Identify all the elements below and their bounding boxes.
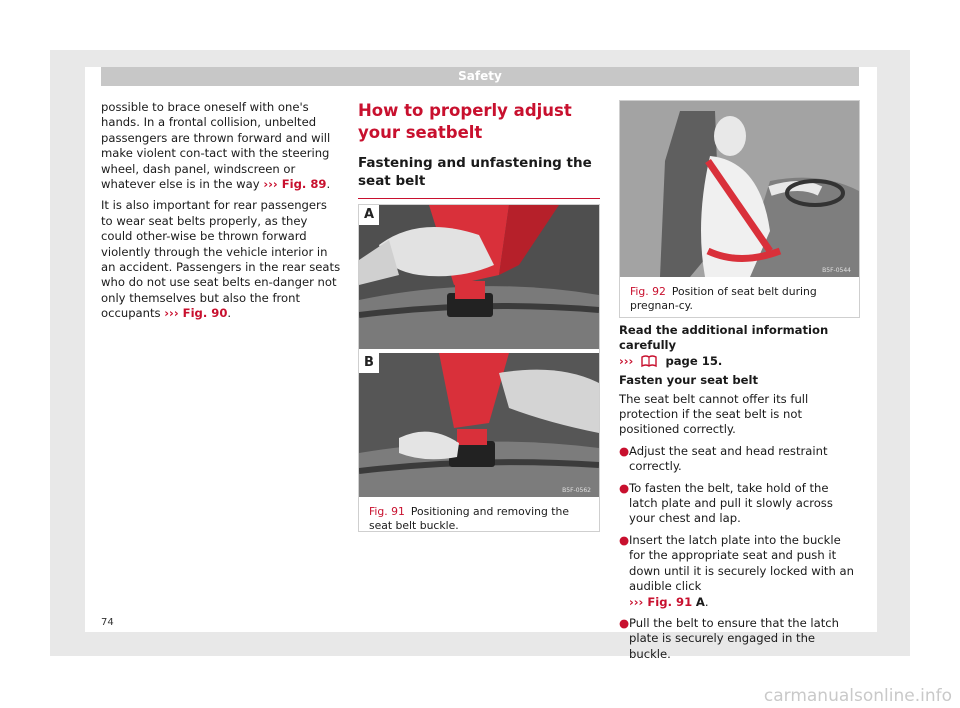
figure-92-code: B5F-0544 xyxy=(822,267,851,274)
section-header: Safety xyxy=(101,67,859,86)
bullet-icon: ● xyxy=(619,443,630,458)
bullet-icon: ● xyxy=(619,532,630,547)
figure-92 xyxy=(619,100,860,318)
figure-91-panel-a xyxy=(359,205,599,349)
figure-92-caption: Fig. 92 Position of seat belt during pregnan-cy. xyxy=(630,285,817,312)
figure-91-number: Fig. 91 xyxy=(369,505,405,518)
fig-91-link[interactable]: ››› Fig. 91 xyxy=(629,594,693,609)
column-middle xyxy=(358,100,600,199)
bullet-item-1: ● Adjust the seat and head restraint correctly. xyxy=(619,443,828,474)
section-title: How to properly adjust your seatbelt xyxy=(358,101,572,142)
column-right-text xyxy=(619,323,860,668)
page-number: 74 xyxy=(101,617,114,628)
figure-91-code: B5F-0562 xyxy=(562,487,591,494)
figure-91 xyxy=(358,204,600,532)
intro-paragraph: The seat belt cannot offer its full protection if the seat belt is not positioned correctly. xyxy=(619,391,809,437)
buckle-release-illustration xyxy=(359,353,599,497)
figure-92-number: Fig. 92 xyxy=(630,285,666,298)
read-more-page[interactable]: page 15. xyxy=(665,353,723,368)
fig-90-link[interactable]: ››› Fig. 90 xyxy=(164,306,228,321)
bullet-icon: ● xyxy=(619,480,630,495)
site-watermark: carmanualsonline.info xyxy=(763,686,952,706)
buckle-insert-illustration xyxy=(359,205,599,349)
subheading-fasten: Fasten your seat belt xyxy=(619,373,759,388)
panel-label-b: B xyxy=(359,353,379,373)
warning-book-icon xyxy=(640,354,658,368)
panel-label-a: A xyxy=(359,205,379,225)
column-left xyxy=(101,100,341,328)
read-more-arrow[interactable]: ››› xyxy=(619,353,634,368)
fig-89-link[interactable]: ››› Fig. 89 xyxy=(263,177,327,192)
figure-91-panel-b xyxy=(359,353,599,497)
figure-92-image xyxy=(620,101,859,277)
read-more-note: Read the additional information carefully ››› page 15. xyxy=(619,323,829,368)
paragraph-collision: possible to brace oneself with one's hands. In a frontal collision, unbelted passengers are thrown forward and will make violent con-tact with the steering wheel, dash panel, windscreen or whatever else is in the way ››› Fig. 89. xyxy=(101,100,331,192)
paragraph-rear-passengers: It is also important for rear passengers to wear seat belts properly, as they could other-wise be thrown forward violently through the vehicle interior in an accident. Passengers in the rear seats who do not use seat belts en-danger not only themselves but also the front occupants ››› Fig. 90. xyxy=(101,198,341,321)
bullet-item-4: ● Pull the belt to ensure that the latch plate is securely engaged in the buckle. xyxy=(619,615,839,661)
bullet-item-2: ● To fasten the belt, take hold of the latch plate and pull it slowly across your chest and lap. xyxy=(619,480,833,526)
pregnancy-seatbelt-illustration xyxy=(620,101,859,277)
fig-91-panel-ref: A xyxy=(695,594,705,609)
bullet-item-3: ● Insert the latch plate into the buckle for the appropriate seat and push it down until it is securely locked with an audible click ››› Fig. 91 A. xyxy=(619,532,854,609)
subsection-title: Fastening and unfastening the seat belt xyxy=(358,154,600,199)
figure-91-caption: Fig. 91 Positioning and removing the seat belt buckle. xyxy=(369,505,570,532)
bullet-icon: ● xyxy=(619,615,630,630)
